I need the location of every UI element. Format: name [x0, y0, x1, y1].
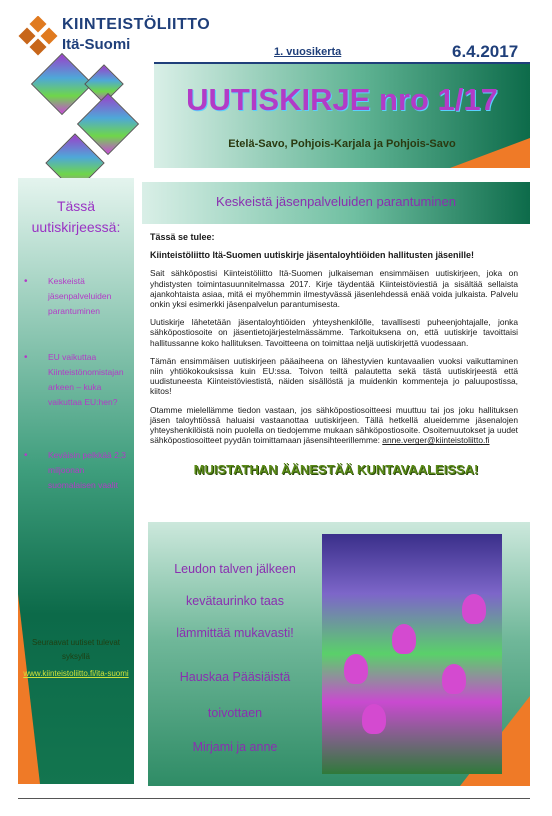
greeting-line: lämmittää mukavasti!	[176, 626, 294, 640]
section-heading: Keskeistä jäsenpalveluiden parantuminen	[216, 194, 456, 209]
flower-shape	[344, 654, 368, 684]
vote-reminder: MUISTATHAN ÄÄNESTÄÄ KUNTAVAALEISSA!	[193, 462, 479, 477]
section-heading-bar	[142, 182, 530, 224]
article-paragraph-text: Otamme mielellämme tiedon vastaan, jos sähköpostiosoitteesi muuttuu tai jos joku hallituksen jäsen taloyhtiössä haluaisi vastaanottaa uutiskirjeen. Tällä hetkellä alueidemme jäsenalojen yhteyshenkilöistä noin puolella on tiedojemme mukaan sähköpostiosoite. Osoitemuutokset ja uudet sähköpostiosoitteet pyydän toimittamaan jäsensihteerillemme:	[150, 404, 518, 446]
newsletter-title: UUTISKIRJE nro 1/17	[186, 82, 498, 117]
article-lead: Kiinteistöliitto Itä-Suomen uutiskirje jäsentaloyhtiöiden hallitusten jäsenille!	[150, 250, 475, 261]
article-paragraph: Uutiskirje lähetetään jäsentaloyhtiöiden yhteyshenkilölle, tavallisesti puheenjohtajalle, jonka sähköpostiosoite on jäsentietojärjestelmässämme. Tarkoituksena on, että uutiskirje tavoittaisi hallitussanne koko hallituksen. Tavoitteena on toimittaa neljä uutiskirjettä vuodessaan.	[150, 317, 518, 348]
bullet-icon: •	[24, 450, 28, 461]
article-paragraph: Sait sähköpostisi Kiinteistöliitto Itä-Suomen julkaiseman ensimmäisen uutiskirjeen, joka on yhdistysten toimintasuunnitelmassa 2017. Kirje täydentää Kiinteistöviestiä ja sisältää sellaista ajankohtaista asiaa, mitä ei myöhemmin ilmestyvässä jäsenlehdessä enää voida julkaista. Palvelu onkin yksi esimerkki jäsenpalvelun parantumisesta.	[150, 268, 518, 310]
sidebar-title: Tässä uutiskirjeessä:	[31, 198, 121, 235]
greeting-line: kevätaurinko taas	[186, 594, 284, 608]
flower-shape	[392, 624, 416, 654]
sidebar-contact-text: Seuraavat uutiset tulevat syksyllä	[31, 638, 121, 661]
flower-shape	[442, 664, 466, 694]
sidebar-item-text: Keskeistä jäsenpalveluiden parantuminen	[48, 276, 112, 316]
contact-email-link[interactable]: anne.verger@kiinteistoliitto.fi	[382, 435, 490, 446]
article-paragraph: Tämän ensimmäisen uutiskirjeen pääaiheena on lähestyvien kuntavaalien vuoksi vaikuttaminen niin yhtiökokouksissa kuin EU:ssa. Toivon teiltä palautetta sekä tästä uutiskirjeestä että uudistuneesta Kiinteistöviestistä, näiden sisällöstä ja muidenkin kommenteja jo paluupostissa, kiitos!	[150, 355, 518, 397]
article-body	[150, 232, 518, 453]
bullet-icon: •	[24, 352, 28, 363]
kiinteistoliitto-logo	[18, 16, 58, 56]
title-banner	[154, 64, 530, 168]
brand-region: Itä-Suomi	[62, 36, 131, 53]
sidebar-accent	[18, 594, 40, 784]
greeting-box	[148, 522, 530, 786]
sidebar-contact-link[interactable]: www.kiinteistoliitto.fi/ita-suomi	[23, 669, 129, 678]
greeting-line: toivottaen	[207, 706, 263, 720]
article-intro: Tässä se tulee:	[150, 232, 215, 242]
flower-shape	[362, 704, 386, 734]
sidebar-item	[24, 448, 130, 493]
sidebar	[18, 178, 134, 784]
article-paragraph-last	[150, 405, 518, 446]
spring-flowers-photo	[322, 534, 502, 774]
newsletter-subtitle: Etelä-Savo, Pohjois-Karjala ja Pohjois-Savo	[228, 138, 456, 150]
sidebar-item-text: Keväisin pelkkää 2,3 miljoonan suomalaisen vaalit	[48, 450, 126, 490]
sidebar-item-text: EU vaikuttaa Kiinteistönomistajan arkeen – kuka vaikuttaa EU:hen?	[48, 352, 124, 407]
bullet-icon: •	[24, 276, 28, 287]
greeting-line: Leudon talven jälkeen	[174, 562, 296, 576]
sidebar-item	[24, 350, 130, 410]
greeting-line: Hauskaa Pääsiäistä	[179, 670, 291, 684]
footer-rule	[18, 798, 530, 799]
sidebar-item	[24, 274, 130, 319]
brand-name: KIINTEISTÖLIITTO	[62, 16, 211, 33]
flower-shape	[462, 594, 486, 624]
issue-label: 1. vuosikerta	[274, 46, 342, 58]
issue-date: 6.4.2017	[452, 42, 519, 61]
diamond-logo-icon	[18, 16, 58, 56]
greeting-signature: Mirjami ja anne	[192, 740, 278, 754]
